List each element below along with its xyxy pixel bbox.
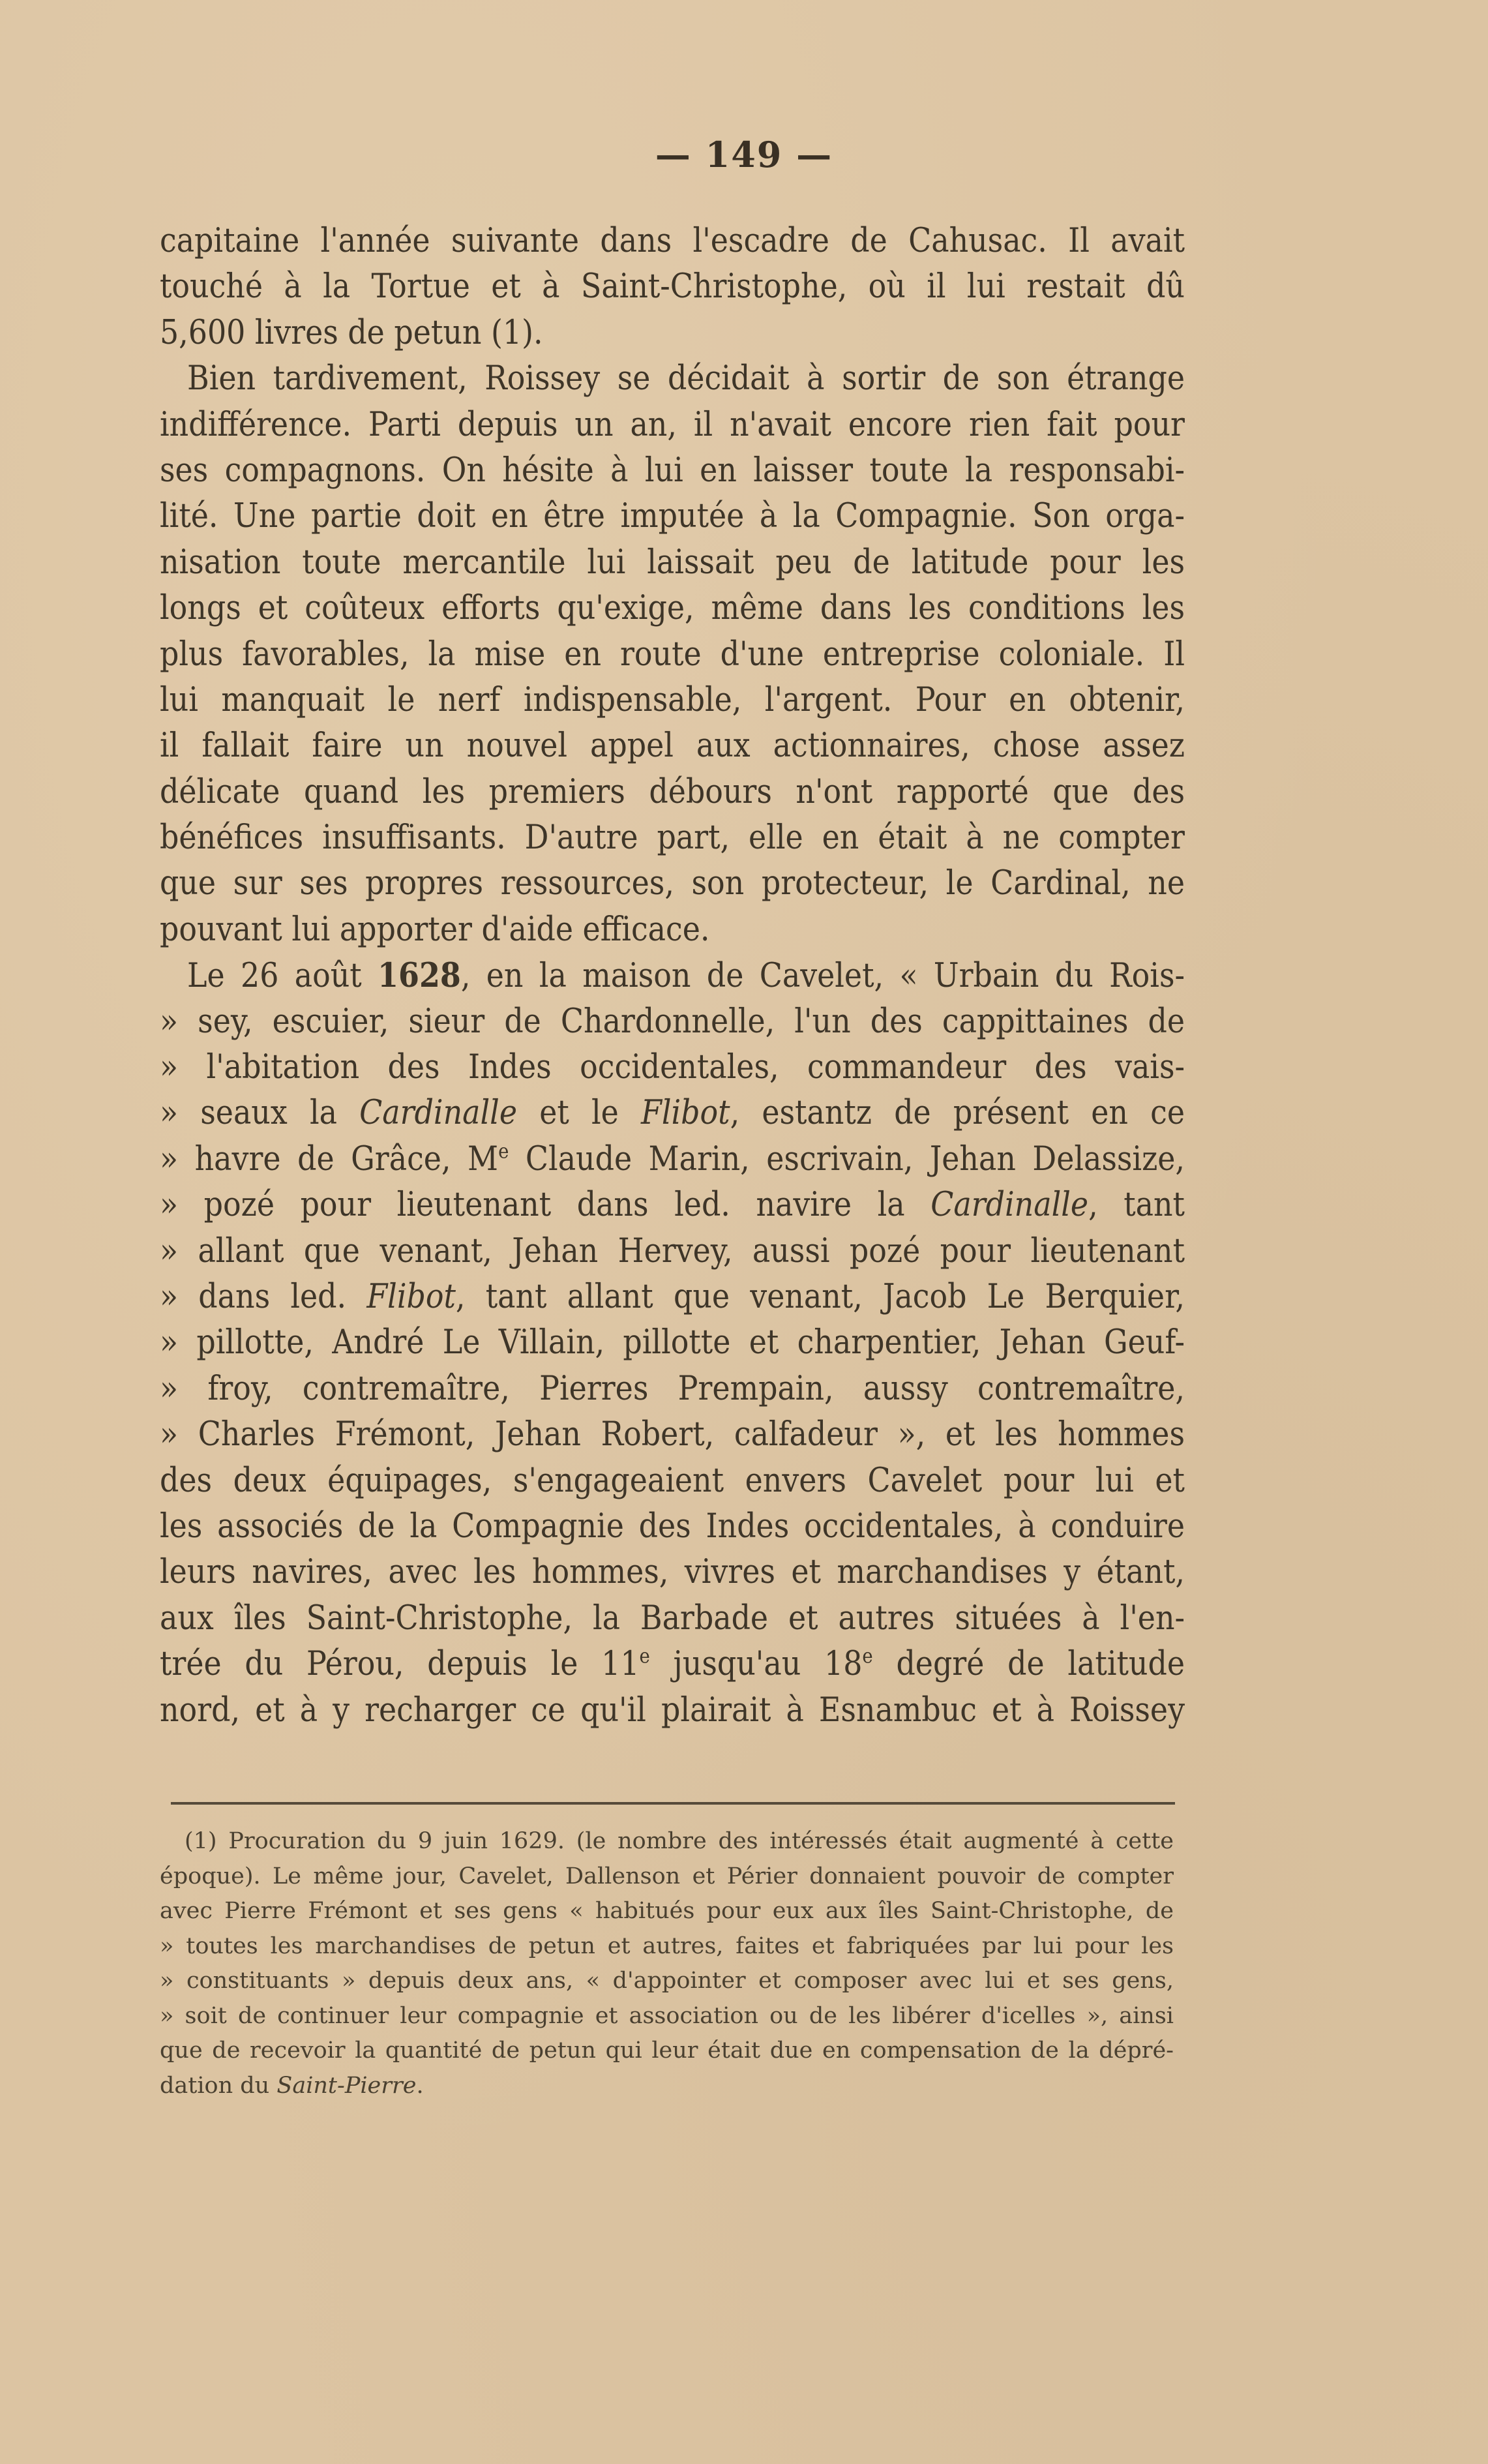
text-line: trée du Pérou, depuis le 11e jusqu'au 18e degré de latitude [160, 1645, 1185, 1684]
text-line: que sur ses propres ressources, son protecteur, le Cardinal, ne [160, 864, 1185, 903]
text-line: délicate quand les premiers débours n'ont rapporté que des [160, 772, 1185, 811]
text-line: indifférence. Parti depuis un an, il n'avait encore rien fait pour [160, 405, 1185, 444]
footnote-line: dation du Saint-Pierre. [160, 2072, 424, 2099]
footnote-line: époque). Le même jour, Cavelet, Dallenson et Périer donnaient pouvoir de compter [160, 1863, 1174, 1889]
footnote-separator-rule [171, 1802, 1175, 1805]
text-line: ses compagnons. On hésite à lui en laisser toute la responsabi- [160, 451, 1185, 490]
footnote-line: que de recevoir la quantité de petun qui leur était due en compensation de la dépré- [160, 2037, 1174, 2064]
text-line: capitaine l'année suivante dans l'escadre de Cahusac. Il avait [160, 222, 1185, 260]
text-line: lité. Une partie doit en être imputée à la Compagnie. Son orga- [160, 497, 1185, 536]
text-line: » pozé pour lieutenant dans led. navire la Cardinalle, tant [160, 1186, 1185, 1225]
text-line: touché à la Tortue et à Saint-Christophe, où il lui restait dû [160, 267, 1185, 307]
text-line: leurs navires, avec les hommes, vivres et marchandises y étant, [160, 1553, 1185, 1592]
footnote-line: » soit de continuer leur compagnie et association ou de les libérer d'icelles », ainsi [160, 2002, 1174, 2029]
text-line: nisation toute mercantile lui laissait peu de latitude pour les [160, 543, 1185, 582]
text-line: bénéfices insuffisants. D'autre part, elle en était à ne compter [160, 819, 1185, 858]
text-line: il fallait faire un nouvel appel aux actionnaires, chose assez [160, 727, 1185, 766]
text-line: Le 26 août 1628, en la maison de Cavelet, « Urbain du Rois- [187, 956, 1185, 996]
text-line: » Charles Frémont, Jehan Robert, calfadeur », et les hommes [160, 1415, 1185, 1454]
text-line: pouvant lui apporter d'aide efficace. [160, 910, 710, 949]
text-line: » havre de Grâce, Me Claude Marin, escrivain, Jehan Delassize, [160, 1139, 1185, 1179]
text-line: » dans led. Flibot, tant allant que venant, Jacob Le Berquier, [160, 1277, 1185, 1316]
footnote-block [160, 1824, 1174, 2103]
text-line: lui manquait le nerf indispensable, l'argent. Pour en obtenir, [160, 680, 1185, 719]
footnote-line: » constituants » depuis deux ans, « d'appointer et composer avec lui et ses gens, [160, 1968, 1174, 1994]
text-line: les associés de la Compagnie des Indes occidentales, à conduire [160, 1507, 1185, 1546]
text-line: Bien tardivement, Roissey se décidait à sortir de son étrange [187, 359, 1185, 398]
text-line: plus favorables, la mise en route d'une entreprise coloniale. Il [160, 635, 1185, 674]
text-line: » sey, escuier, sieur de Chardonnelle, l'un des cappittaines de [160, 1002, 1185, 1041]
text-line: des deux équipages, s'engageaient envers Cavelet pour lui et [160, 1461, 1185, 1500]
text-line: longs et coûteux efforts qu'exige, même dans les conditions les [160, 589, 1185, 628]
text-line: » l'abitation des Indes occidentales, commandeur des vais- [160, 1048, 1185, 1087]
text-line: » froy, contremaître, Pierres Prempain, aussy contremaître, [160, 1369, 1185, 1408]
text-line: » pillotte, André Le Villain, pillotte et charpentier, Jehan Geuf- [160, 1323, 1185, 1362]
page-number: — 149 — [655, 134, 833, 175]
text-line: » allant que venant, Jehan Hervey, aussi pozé pour lieutenant [160, 1231, 1185, 1270]
footnote-line: (1) Procuration du 9 juin 1629. (le nombre des intéressés était augmenté à cette [185, 1828, 1174, 1854]
text-line: 5,600 livres de petun (1). [160, 313, 543, 352]
main-text-block [160, 218, 1185, 1734]
footnote-line: avec Pierre Frémont et ses gens « habitués pour eux aux îles Saint-Christophe, de [160, 1898, 1174, 1924]
footnote-line: » toutes les marchandises de petun et autres, faites et fabriquées par lui pour les [160, 1932, 1174, 1959]
text-line: aux îles Saint-Christophe, la Barbade et autres situées à l'en- [160, 1599, 1185, 1638]
text-line: nord, et à y recharger ce qu'il plairait à Esnambuc et à Roissey [160, 1690, 1185, 1730]
text-line: » seaux la Cardinalle et le Flibot, estantz de présent en ce [160, 1094, 1185, 1133]
